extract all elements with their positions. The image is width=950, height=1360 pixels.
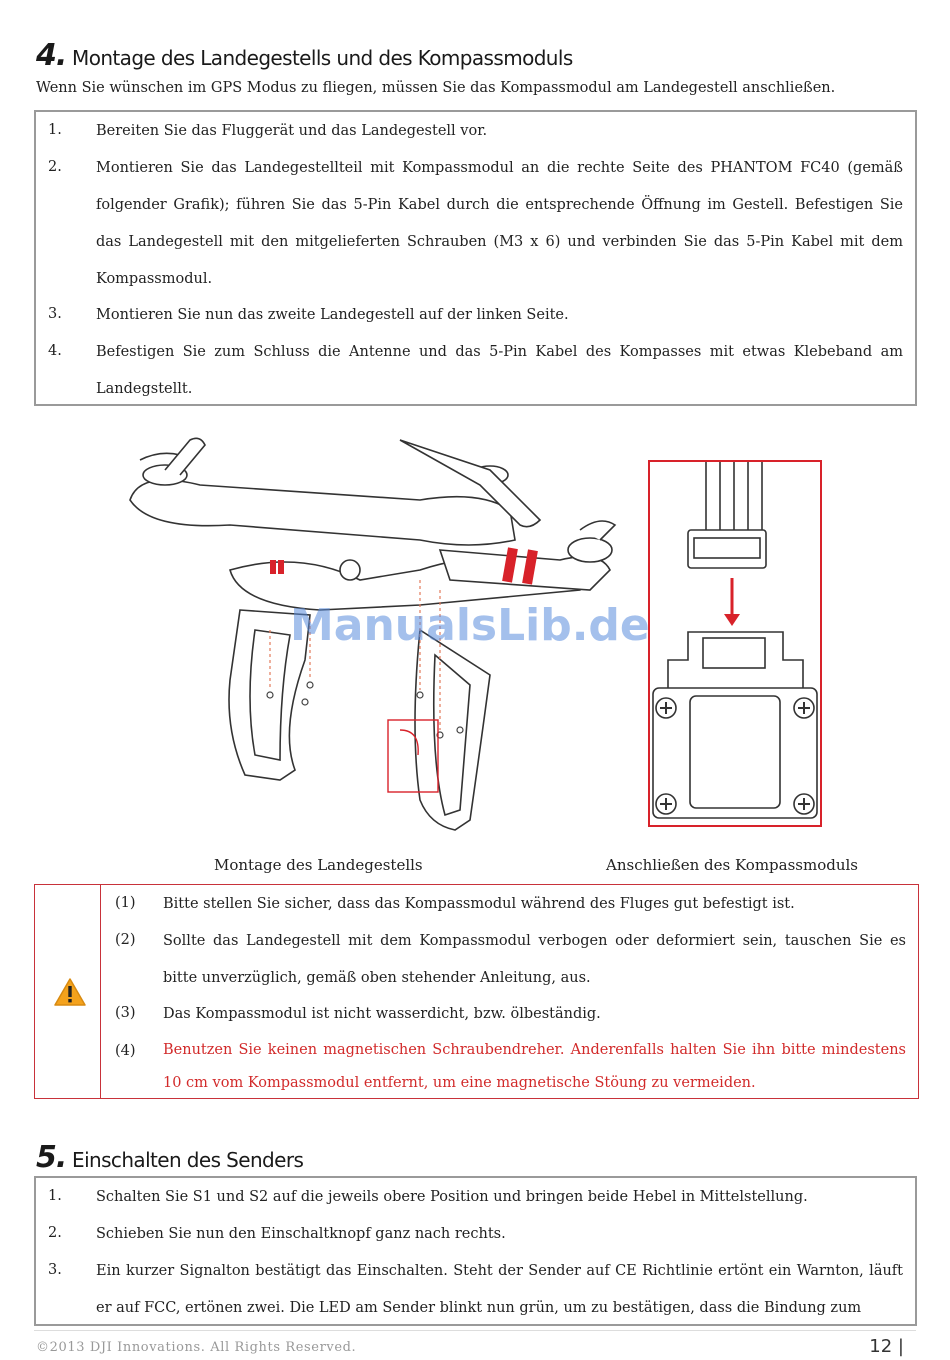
- step-number: 2.: [48, 1225, 62, 1241]
- step-text: Bereiten Sie das Fluggerät und das Landegestell vor.: [96, 123, 488, 139]
- warning-text: Benutzen Sie keinen magnetischen Schraubendreher. Anderenfalls halten Sie ihn bitte mindestens 10 cm vom Kompassmodul entfernt, um eine magnetische Stöung zu vermeiden.: [163, 1042, 906, 1091]
- step-number: 4.: [48, 343, 62, 359]
- step-text: Schalten Sie S1 und S2 auf die jeweils obere Position und bringen beide Hebel in Mittelstellung.: [96, 1189, 808, 1205]
- step-text: Schieben Sie nun den Einschaltknopf ganz nach rechts.: [96, 1226, 506, 1242]
- step-number: 1.: [48, 1188, 62, 1204]
- step-number: 2.: [48, 159, 62, 175]
- section-4-number: 4.: [36, 38, 67, 73]
- step-number: 1.: [48, 122, 62, 138]
- section-4-title: Montage des Landegestells und des Kompassmoduls: [72, 46, 573, 70]
- step-text: Montieren Sie nun das zweite Landegestell auf der linken Seite.: [96, 307, 569, 323]
- footer-divider: [34, 1330, 916, 1331]
- warning-text: Sollte das Landegestell mit dem Kompassmodul verbogen oder deformiert sein, tauschen Sie es bitte unverzüglich, gemäß oben stehender Anleitung, aus.: [163, 933, 906, 986]
- step-text: Befestigen Sie zum Schluss die Antenne und das 5-Pin Kabel des Kompasses mit etwas Klebeband am Landegstellt.: [96, 344, 903, 397]
- section-4-steps-box: [34, 110, 917, 406]
- footer-copyright: ©2013 DJI Innovations. All Rights Reserved.: [36, 1340, 357, 1355]
- warning-number: (2): [115, 932, 136, 948]
- warning-box: [34, 884, 919, 1099]
- section-4-intro: Wenn Sie wünschen im GPS Modus zu fliegen, müssen Sie das Kompassmodul am Landegestell anschließen.: [36, 80, 836, 96]
- figure-caption-left: Montage des Landegestells: [214, 856, 423, 874]
- section-5-title: Einschalten des Senders: [72, 1148, 304, 1172]
- step-text: Montieren Sie das Landegestellteil mit Kompassmodul an die rechte Seite des PHANTOM FC40 (gemäß folgender Grafik); führen Sie das 5-Pin Kabel durch die entsprechende Öffnung im Gestell. Befestigen Sie das Landegestell mit den mitgelieferten Schrauben (M3 x 6) und verbinden Sie das 5-Pin Kabel mit dem Kompassmodul.: [96, 160, 903, 287]
- section-5-number: 5.: [36, 1140, 67, 1175]
- step-text: Ein kurzer Signalton bestätigt das Einschalten. Steht der Sender auf CE Richtlinie ertönt ein Warnton, läuft er auf FCC, ertönen zwei. Die LED am Sender blinkt nun grün, um zu bestätigen, dass die Bindung zum: [96, 1263, 903, 1316]
- step-number: 3.: [48, 306, 62, 322]
- warning-number: (4): [115, 1043, 136, 1059]
- section-4-heading: [36, 38, 573, 73]
- warning-number: (3): [115, 1005, 136, 1021]
- page-number: 12 |: [869, 1336, 904, 1357]
- warning-number: (1): [115, 895, 136, 911]
- warning-text: Das Kompassmodul ist nicht wasserdicht, bzw. ölbeständig.: [163, 1006, 601, 1022]
- step-number: 3.: [48, 1262, 62, 1278]
- warning-triangle-icon: [53, 977, 87, 1007]
- section-5-heading: [36, 1140, 303, 1175]
- warning-divider: [100, 885, 101, 1098]
- watermark: ManualsLib.de: [290, 600, 650, 651]
- section-5-steps-box: [34, 1176, 917, 1326]
- compass-module-illustration: [648, 460, 822, 828]
- warning-text: Bitte stellen Sie sicher, dass das Kompassmodul während des Fluges gut befestigt ist.: [163, 896, 795, 912]
- figure-caption-right: Anschließen des Kompassmoduls: [606, 856, 859, 874]
